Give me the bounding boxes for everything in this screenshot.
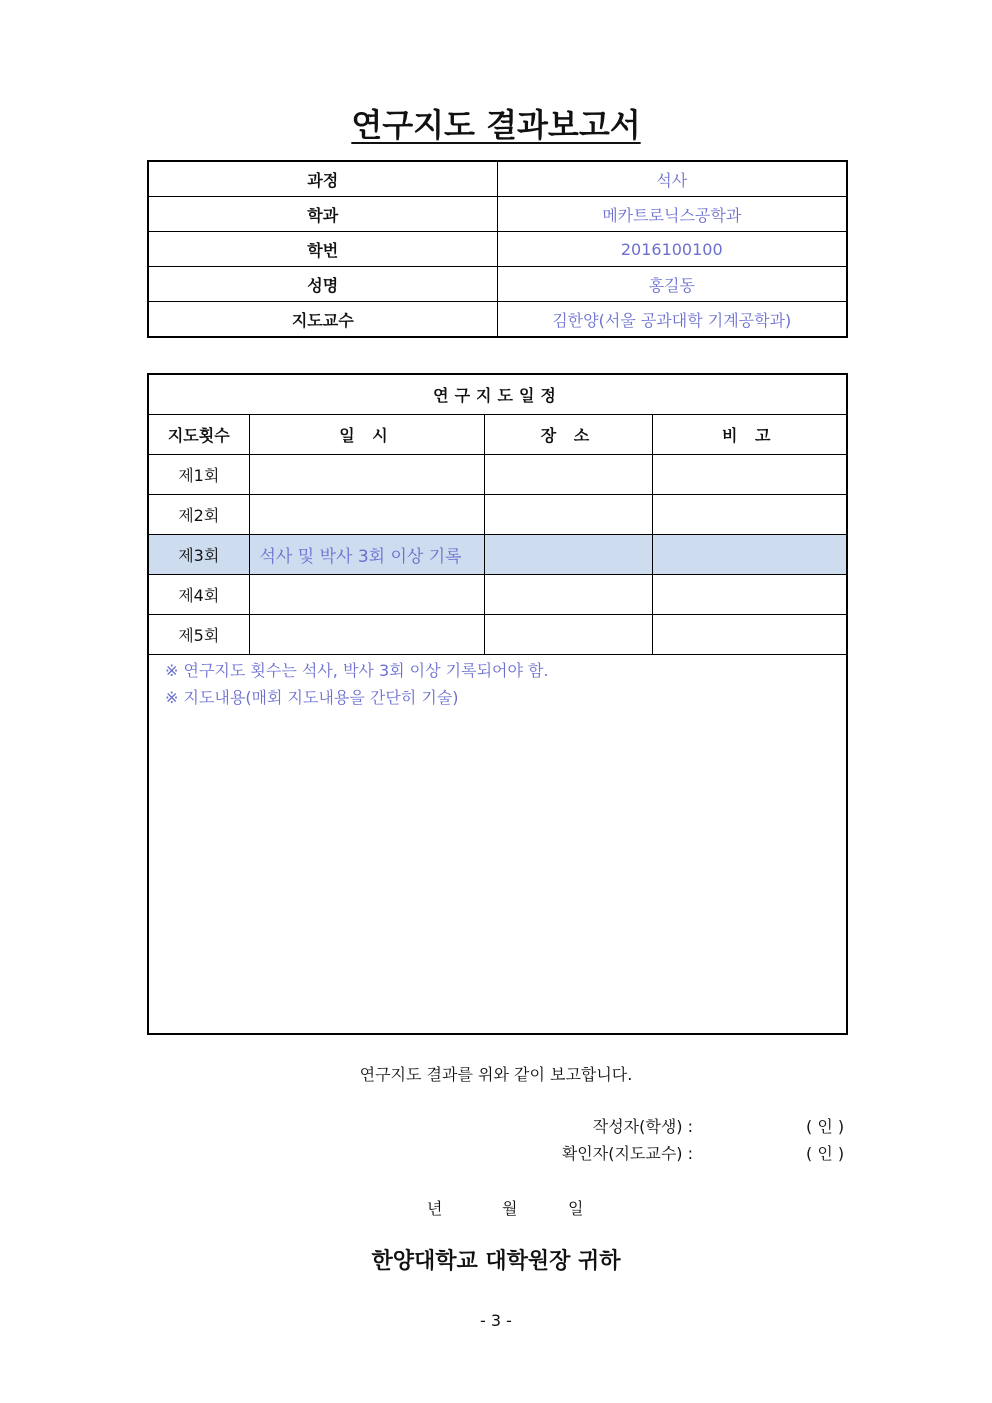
- session-remark[interactable]: [652, 615, 847, 655]
- session-count: 제4회: [148, 575, 249, 615]
- date-month[interactable]: 월: [502, 1199, 518, 1218]
- guidance-content-area[interactable]: [148, 655, 847, 1035]
- session-count: 제5회: [148, 615, 249, 655]
- session-datetime[interactable]: [249, 615, 484, 655]
- info-label: 학번: [148, 232, 497, 267]
- addressee: 한양대학교 대학원장 귀하: [371, 1248, 621, 1274]
- session-count: 제2회: [148, 495, 249, 535]
- info-value[interactable]: 석사: [497, 161, 847, 197]
- date-day[interactable]: 일: [568, 1199, 584, 1218]
- session-count: 제1회: [148, 455, 249, 495]
- session-datetime[interactable]: 석사 및 박사 3회 이상 기록: [249, 535, 484, 575]
- info-row-student-id: [148, 232, 847, 267]
- document-title: 연구지도 결과보고서: [351, 106, 641, 144]
- schedule-heading: 연구지도일정: [148, 374, 847, 415]
- info-row-name: [148, 267, 847, 302]
- session-datetime[interactable]: [249, 495, 484, 535]
- session-remark[interactable]: [652, 535, 847, 575]
- column-header-remark: 비 고: [652, 415, 847, 455]
- author-seal[interactable]: ( 인 ): [806, 1117, 845, 1136]
- info-value[interactable]: 메카트로닉스공학과: [497, 197, 847, 232]
- info-label: 지도교수: [148, 302, 497, 338]
- session-place[interactable]: [484, 575, 652, 615]
- session-place[interactable]: [484, 455, 652, 495]
- info-row-advisor: [148, 302, 847, 338]
- info-row-department: [148, 197, 847, 232]
- info-label: 학과: [148, 197, 497, 232]
- date-year[interactable]: 년: [427, 1199, 443, 1218]
- session-place[interactable]: [484, 495, 652, 535]
- note-line: ※ 지도내용(매회 지도내용을 간단히 기술): [165, 688, 459, 707]
- table-row: [148, 615, 847, 655]
- table-row: [148, 495, 847, 535]
- session-remark[interactable]: [652, 495, 847, 535]
- info-label: 성명: [148, 267, 497, 302]
- column-header-count: 지도횟수: [148, 415, 249, 455]
- session-place[interactable]: [484, 615, 652, 655]
- info-value[interactable]: 김한양(서울 공과대학 기계공학과): [497, 302, 847, 338]
- table-row: [148, 575, 847, 615]
- info-label: 과정: [148, 161, 497, 197]
- column-header-datetime: 일 시: [249, 415, 484, 455]
- author-label: 작성자(학생) :: [592, 1117, 693, 1136]
- verifier-label: 확인자(지도교수) :: [561, 1144, 693, 1163]
- column-header-place: 장 소: [484, 415, 652, 455]
- info-value[interactable]: 2016100100: [497, 232, 847, 267]
- session-remark[interactable]: [652, 455, 847, 495]
- verifier-seal[interactable]: ( 인 ): [806, 1144, 845, 1163]
- confirmation-statement: 연구지도 결과를 위와 같이 보고합니다.: [359, 1065, 633, 1084]
- session-datetime[interactable]: [249, 455, 484, 495]
- page-number: - 3 -: [480, 1311, 512, 1330]
- session-count: 제3회: [148, 535, 249, 575]
- note-line: ※ 연구지도 횟수는 석사, 박사 3회 이상 기록되어야 함.: [165, 661, 549, 680]
- research-schedule-table: [147, 373, 848, 1035]
- info-value[interactable]: 홍길동: [497, 267, 847, 302]
- schedule-header-row: [148, 415, 847, 455]
- session-place[interactable]: [484, 535, 652, 575]
- table-row-highlighted: [148, 535, 847, 575]
- table-row: [148, 455, 847, 495]
- info-row-course: [148, 161, 847, 197]
- student-info-table: [147, 160, 848, 338]
- session-remark[interactable]: [652, 575, 847, 615]
- session-datetime[interactable]: [249, 575, 484, 615]
